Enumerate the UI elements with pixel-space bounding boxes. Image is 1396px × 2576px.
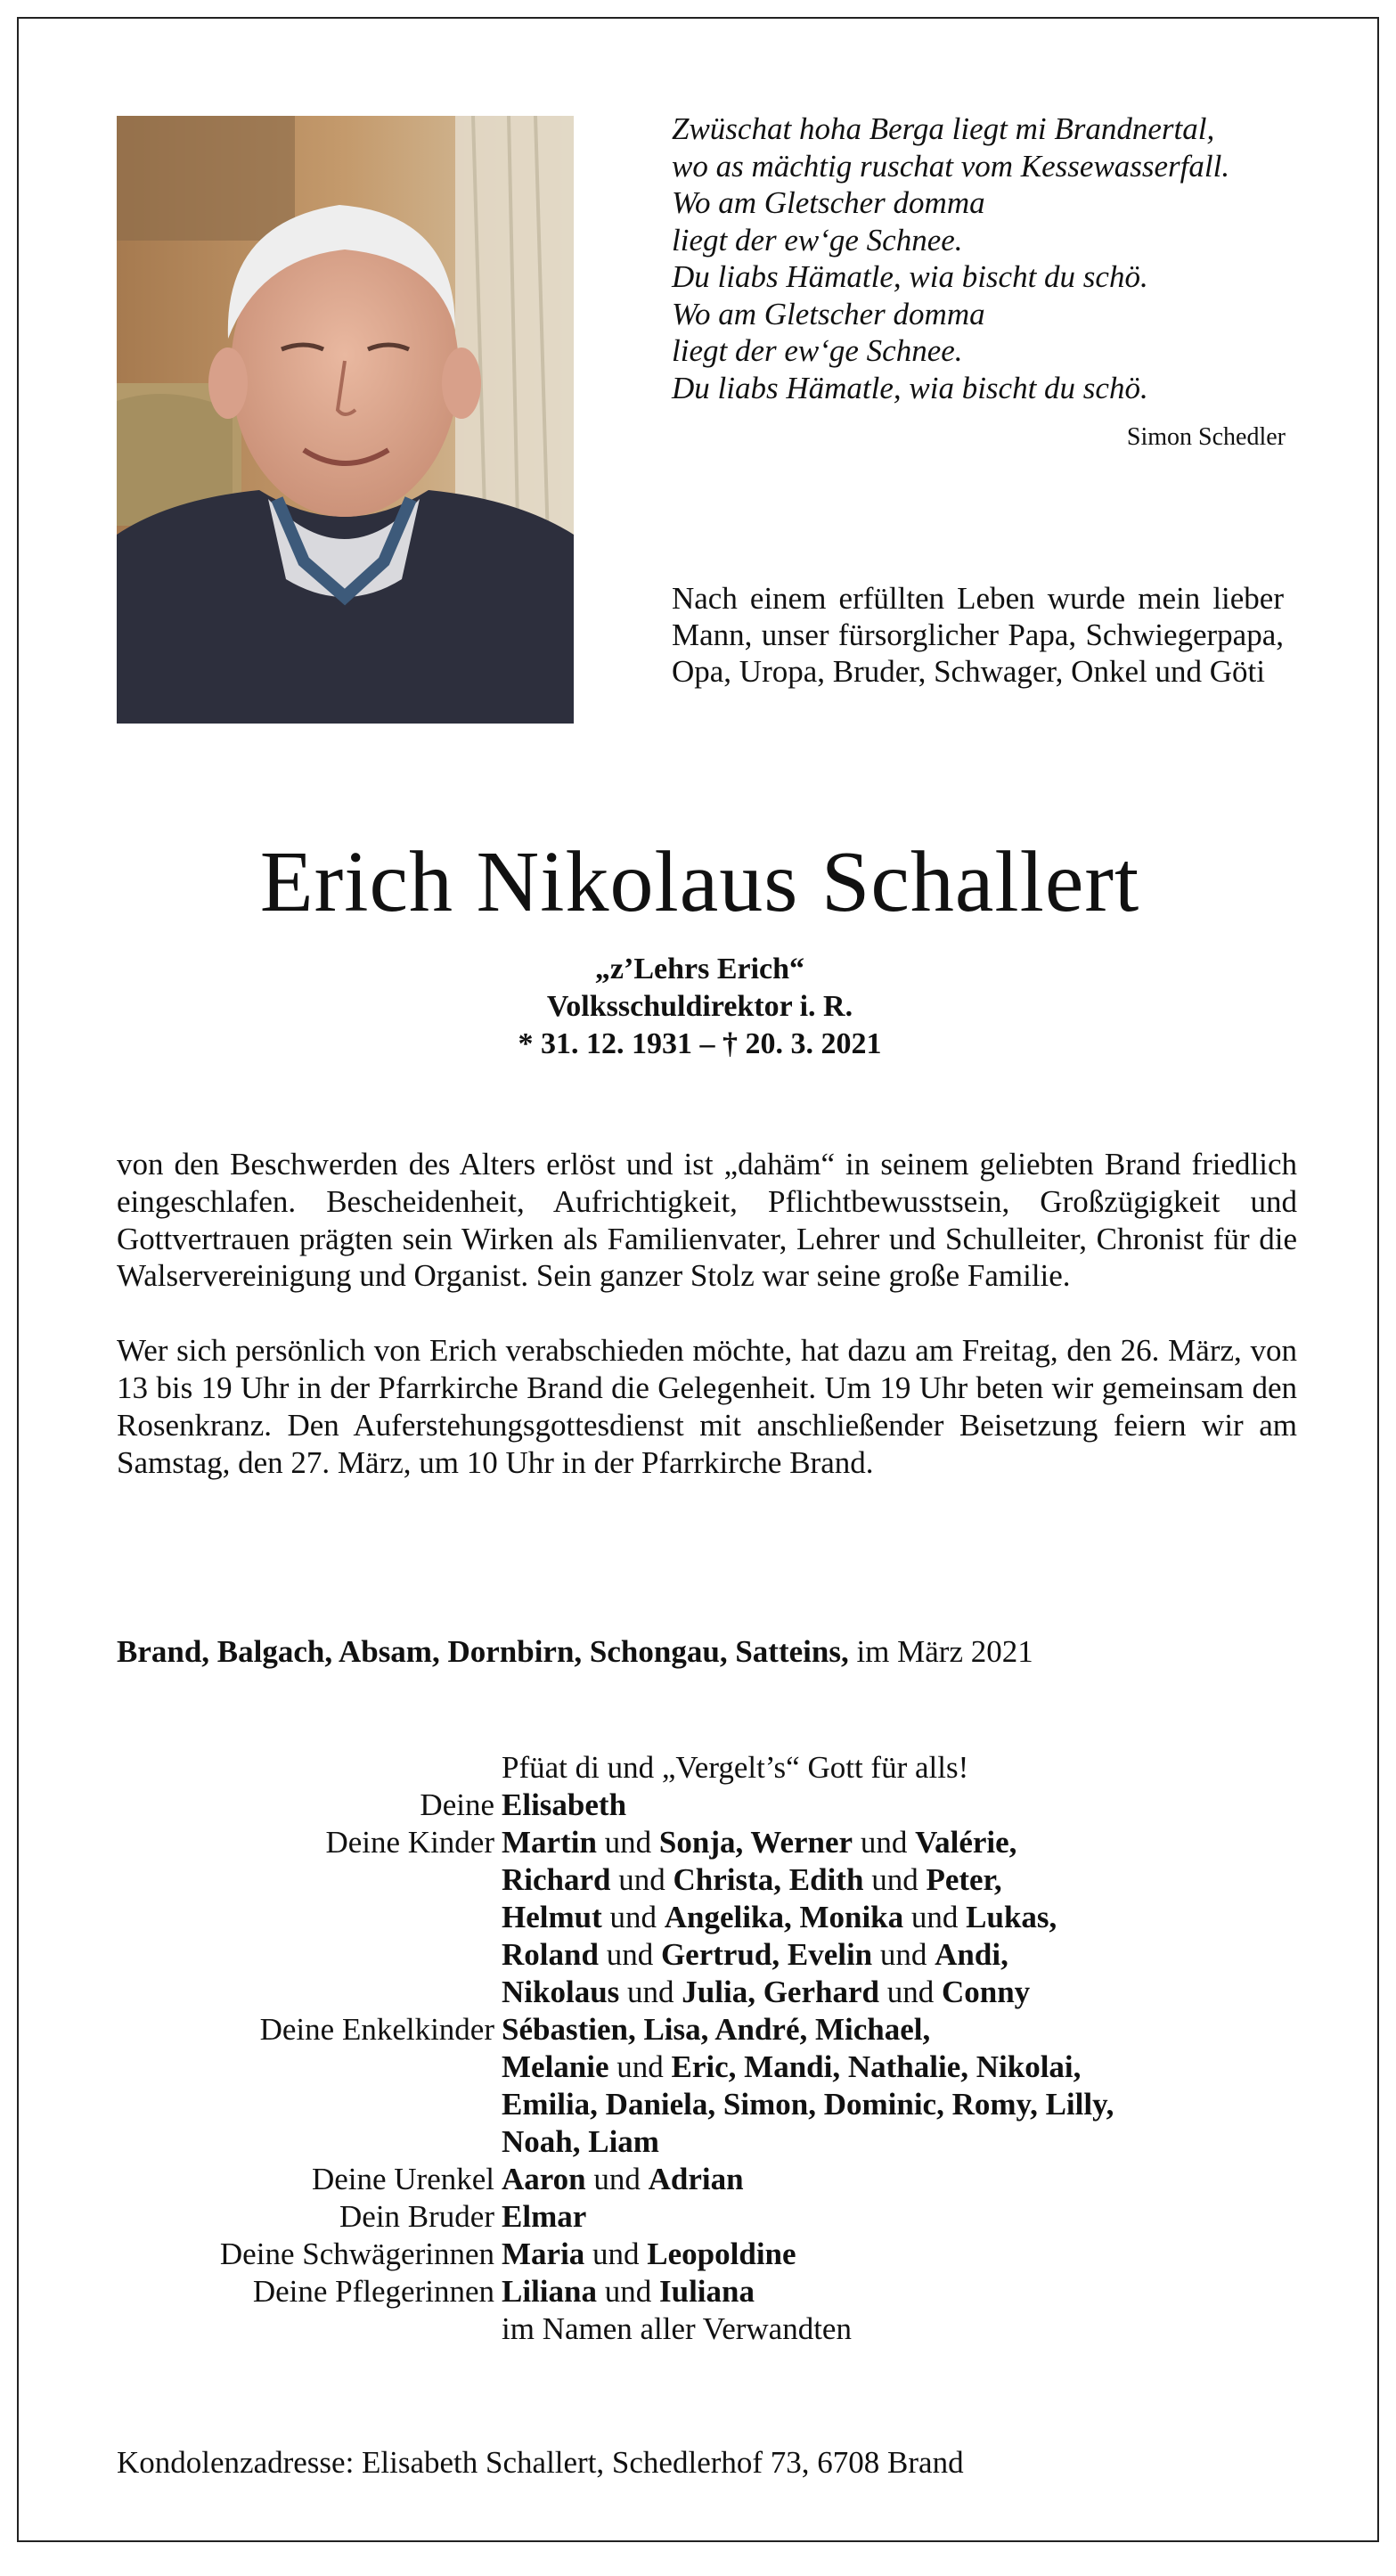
places-towns: Brand, Balgach, Absam, Dornbirn, Schongau, Satteins,	[117, 1634, 849, 1669]
connector: und	[610, 1862, 674, 1897]
name: Conny	[941, 1975, 1031, 2009]
deceased-name: Erich Nikolaus Schallert	[259, 834, 1140, 930]
name: Elmar	[502, 2199, 587, 2234]
name: Liliana	[502, 2274, 597, 2309]
connector: und	[903, 1900, 967, 1934]
family-closing: im Namen aller Verwandten	[502, 2311, 852, 2346]
body-paragraph: Wer sich persönlich von Erich verabschieden möchte, hat dazu am Freitag, den 26. März, von 13 bis 19 Uhr in der Pfarrkirche Brand die Gelegenheit. Um 19 Uhr beten wir gemeinsam den Rosenkranz. Den Auferstehungsgottesdienst mit anschließender Beisetzung feiern wir am Samstag, den 27. März, um 10 Uhr in der Pfarrkirche Brand.	[117, 1333, 1297, 1480]
name: Aaron	[502, 2162, 586, 2196]
name: Leopoldine	[647, 2237, 796, 2271]
name: Peter,	[926, 1862, 1002, 1897]
name: Gertrud, Evelin	[660, 1937, 873, 1972]
poem-line: Zwüschat hoha Berga liegt mi Brandnertal,	[672, 111, 1215, 146]
connector: und	[853, 1825, 916, 1860]
family-line	[502, 2049, 1286, 2086]
name: Richard	[502, 1862, 611, 1897]
family-line	[502, 2123, 1286, 2161]
family-line	[502, 2011, 1286, 2049]
family-names	[502, 2161, 1286, 2198]
deceased-details	[19, 951, 1381, 1063]
family-line	[502, 1974, 1286, 2011]
name: Nikolaus	[502, 1975, 620, 2009]
obituary-body	[117, 1146, 1297, 1518]
connector: und	[596, 2274, 659, 2309]
family-names	[502, 1787, 1286, 1824]
connector: und	[608, 2049, 672, 2084]
connector: und	[878, 1975, 942, 2009]
obituary-page	[17, 17, 1379, 2542]
name: Adrian	[648, 2162, 744, 2196]
name: Valérie,	[915, 1825, 1017, 1860]
condolence-address: Kondolenzadresse: Elisabeth Schallert, Schedlerhof 73, 6708 Brand	[117, 2445, 964, 2480]
name: Sonja, Werner	[658, 1825, 853, 1860]
name: Iuliana	[658, 2274, 755, 2309]
family-label: Deine Enkelkinder	[259, 2012, 494, 2047]
intro-text: Nach einem erfüllten Leben wurde mein lieber Mann, unser fürsorglicher Papa, Schwiegerpapa, Opa, Uropa, Bruder, Schwager, Onkel und Göti	[672, 581, 1284, 689]
poem-line: Du liabs Hämatle, wia bischt du schö.	[672, 370, 1148, 405]
connector: und	[872, 1937, 935, 1972]
poem-line: Wo am Gletscher domma	[672, 185, 985, 220]
family-line	[502, 1824, 1286, 1861]
poem-line: Du liabs Hämatle, wia bischt du schö.	[672, 259, 1148, 294]
name: Noah, Liam	[502, 2124, 659, 2159]
family-names	[502, 2236, 1286, 2273]
deceased-title: Volksschuldirektor i. R.	[546, 990, 853, 1023]
family-label: Deine Kinder	[325, 1825, 494, 1860]
connector: und	[863, 1862, 927, 1897]
family-label: Deine Urenkel	[311, 2162, 494, 2196]
name: Martin	[502, 1825, 597, 1860]
family-names	[502, 2198, 1286, 2236]
name: Angelika, Monika	[664, 1900, 904, 1934]
poem-line: wo as mächtig ruschat vom Kessewasserfall.	[672, 148, 1230, 184]
connector: und	[596, 1825, 659, 1860]
family-line	[502, 2086, 1286, 2123]
family-names	[502, 2273, 1286, 2310]
family-line	[502, 1899, 1286, 1936]
poem-author: Simon Schedler	[1126, 423, 1286, 451]
name: Helmut	[502, 1900, 602, 1934]
name: Elisabeth	[502, 1787, 627, 1822]
name: Andi,	[935, 1937, 1008, 1972]
family-names	[502, 1824, 1286, 2011]
connector: und	[598, 1937, 661, 1972]
name: Emilia, Daniela, Simon, Dominic, Romy, Lilly,	[502, 2087, 1114, 2122]
name: Roland	[502, 1937, 599, 1972]
poem-line: liegt der ew‘ge Schnee.	[672, 222, 963, 258]
name: Melanie	[502, 2049, 609, 2084]
portrait-photo	[117, 116, 574, 724]
connector: und	[601, 1900, 665, 1934]
family-names	[502, 2011, 1286, 2161]
portrait-illustration	[117, 116, 574, 724]
name: Christa, Edith	[673, 1862, 864, 1897]
body-paragraph: von den Beschwerden des Alters erlöst und ist „dahäm“ in seinem geliebten Brand friedlich eingeschlafen. Bescheidenheit, Aufrichtigkeit, Pflichtbewusstsein, Großzügigkeit und Gottvertrauen prägten sein Wirken als Familienvater, Lehrer und Schulleiter, Chronist für die Walservereinigung und Organist. Sein ganzer Stolz war seine große Familie.	[117, 1147, 1297, 1294]
family-label: Deine Schwägerinnen	[219, 2237, 494, 2271]
name: Eric, Mandi, Nathalie, Nikolai,	[671, 2049, 1082, 2084]
places-date: im März 2021	[856, 1634, 1033, 1669]
name: Julia, Gerhard	[682, 1975, 879, 2009]
farewell-greeting: Pfüat di und „Vergelt’s“ Gott für alls!	[502, 1750, 969, 1785]
family-line	[502, 1936, 1286, 1974]
family-label: Deine	[420, 1787, 494, 1822]
name: Sébastien, Lisa, André, Michael,	[502, 2012, 931, 2047]
family-label: Dein Bruder	[339, 2199, 494, 2234]
family-line	[502, 1861, 1286, 1899]
poem	[672, 110, 1286, 406]
connector: und	[584, 2237, 648, 2271]
name: Maria	[502, 2237, 585, 2271]
poem-line: Wo am Gletscher domma	[672, 296, 985, 331]
name: Lukas,	[966, 1900, 1057, 1934]
connector: und	[585, 2162, 649, 2196]
deceased-dates: * 31. 12. 1931 – † 20. 3. 2021	[518, 1027, 882, 1060]
deceased-nickname: „z’Lehrs Erich“	[594, 953, 805, 985]
poem-line: liegt der ew‘ge Schnee.	[672, 333, 963, 368]
places-line	[117, 1633, 1310, 1671]
connector: und	[619, 1975, 682, 2009]
family-label: Deine Pflegerinnen	[252, 2274, 494, 2309]
